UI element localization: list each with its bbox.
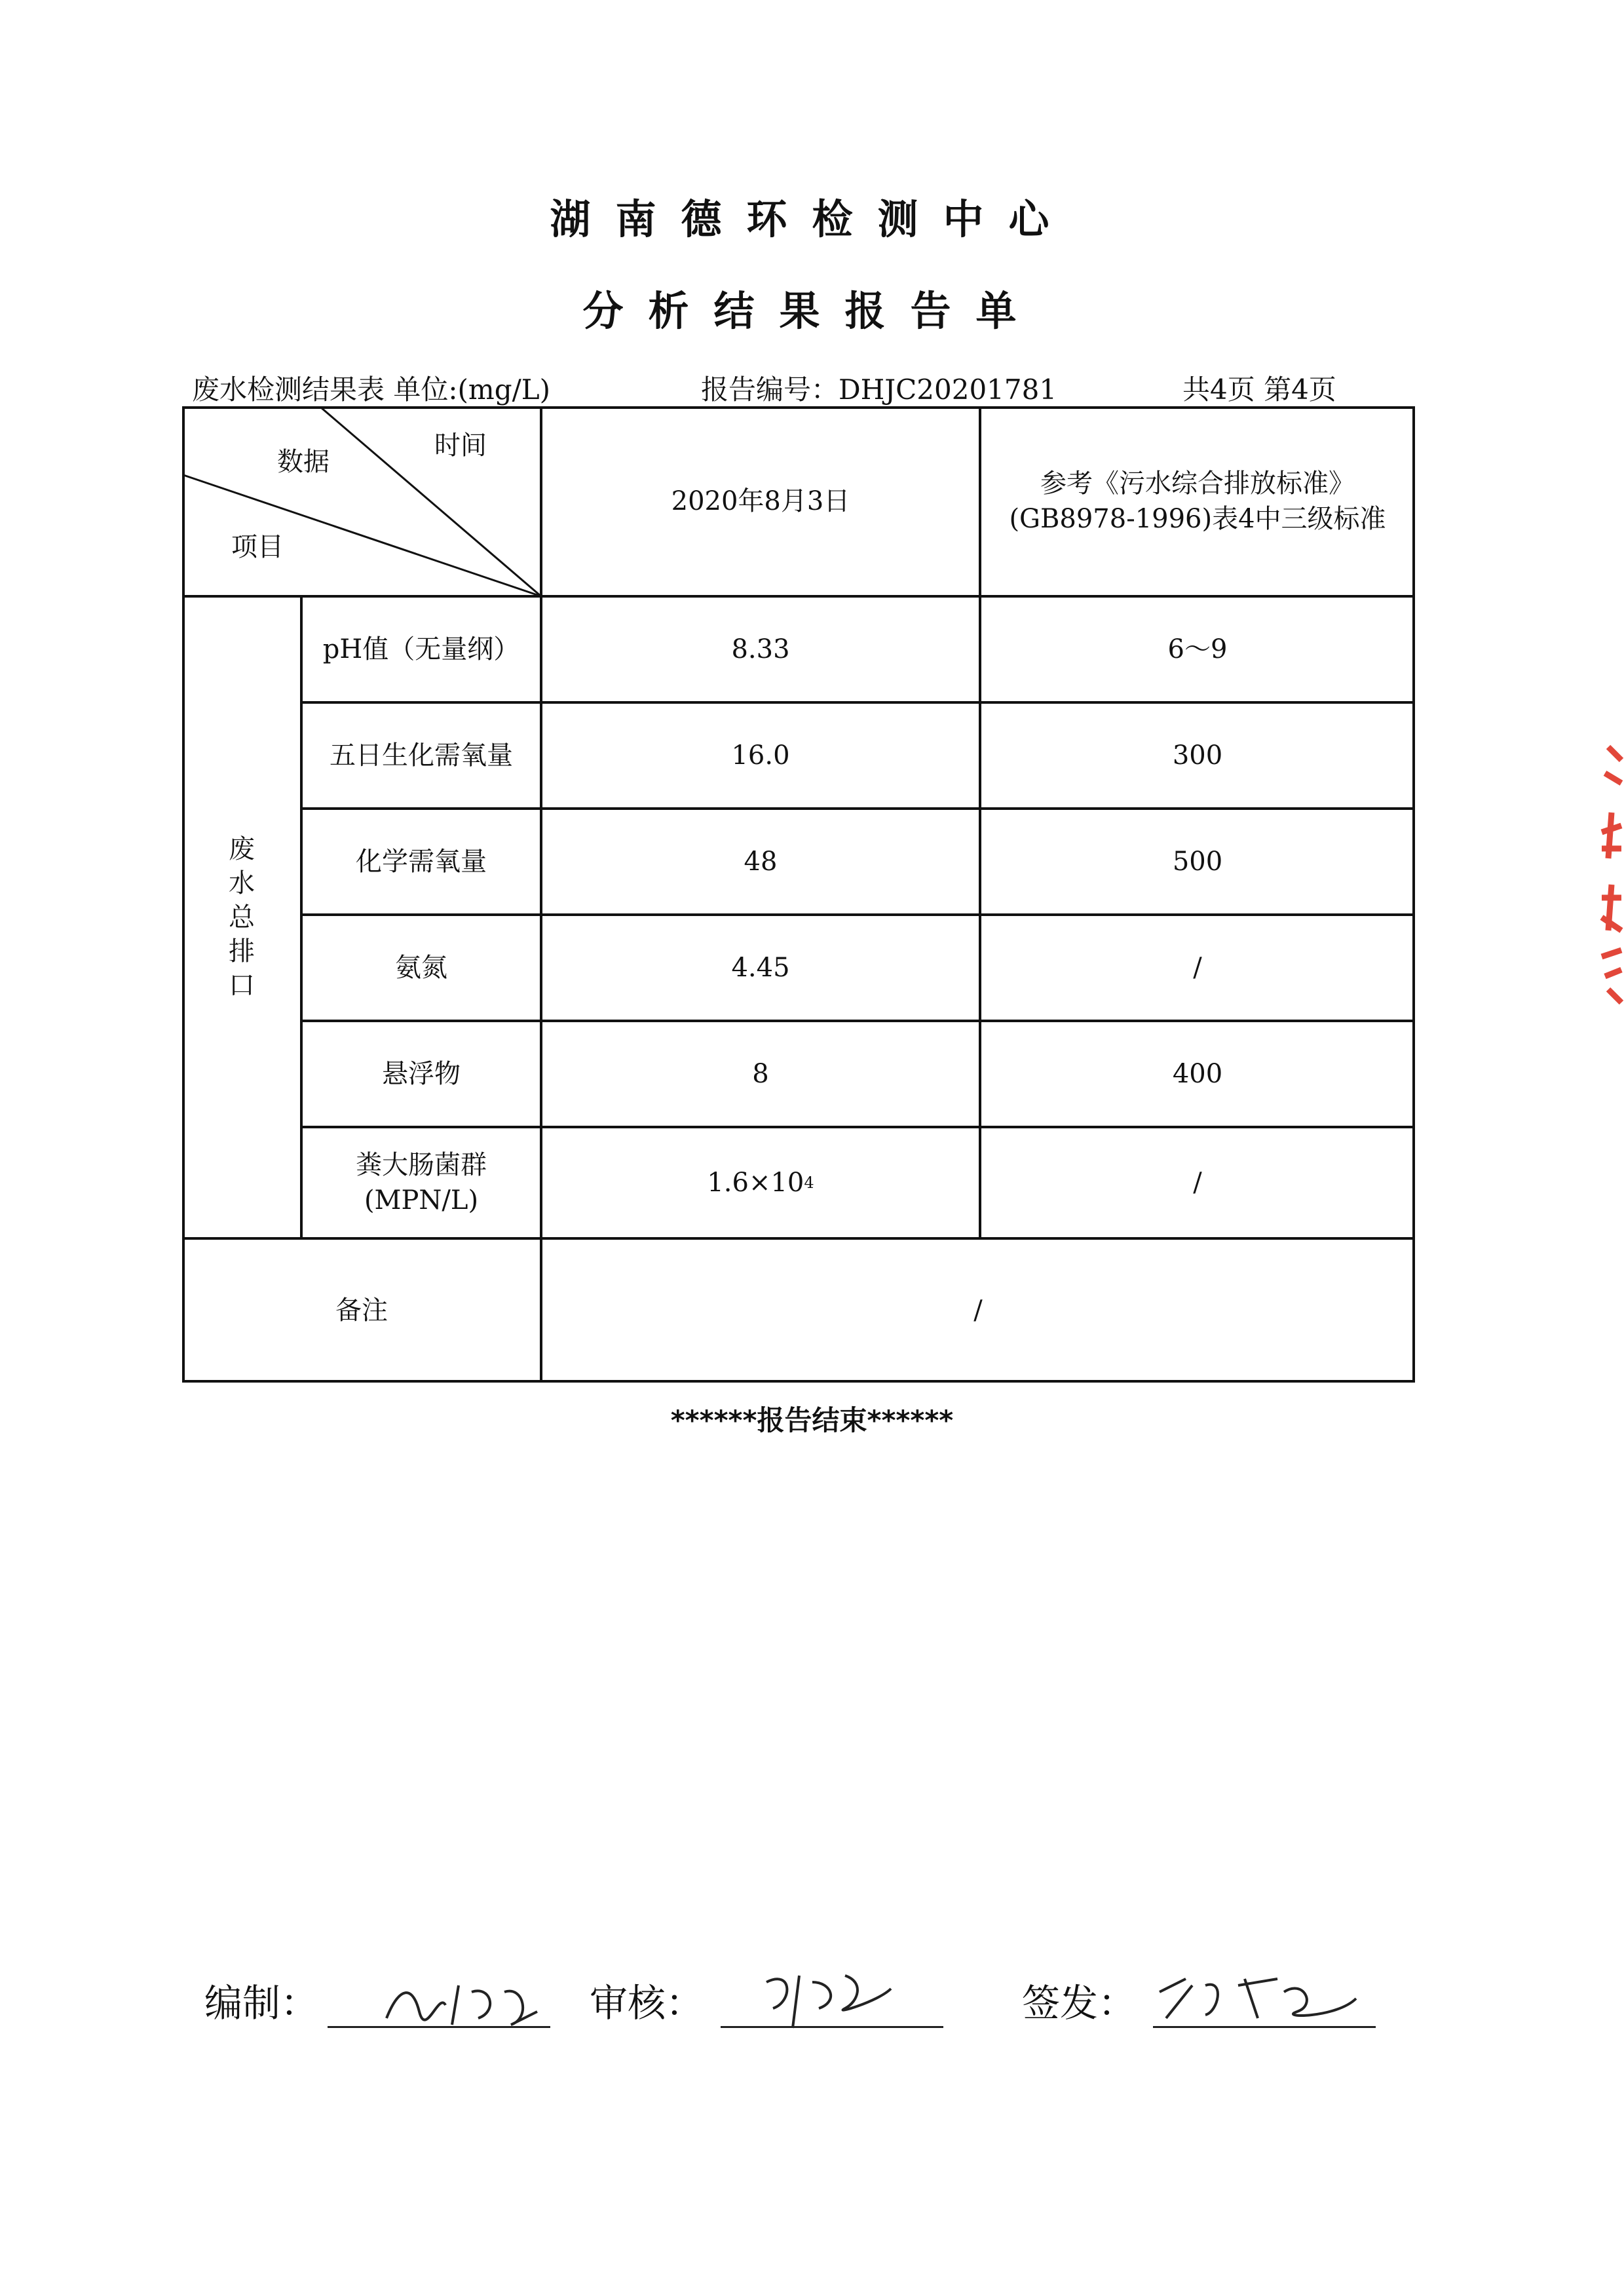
row-coliform-value: 1.6×10 4 <box>707 1168 814 1198</box>
issued-by-signature <box>1146 1966 1382 2031</box>
end-of-report: ******报告结束****** <box>670 1404 954 1436</box>
row-ammonia-name: 氨氮 <box>395 953 447 983</box>
group-label: 废 水 总 排 口 <box>229 834 255 1001</box>
row-ph-standard: 6～9 <box>1167 634 1228 664</box>
reviewed-by-signature <box>753 1962 917 2035</box>
standard-column-header <box>980 406 1415 596</box>
page-info: 共4页 第4页 <box>1182 373 1336 406</box>
row-coliform-standard: / <box>1193 1168 1202 1198</box>
report-number: 报告编号：DHJC20201781 <box>701 373 1057 406</box>
results-table <box>182 406 1415 1383</box>
row-bod-value: 16.0 <box>731 740 790 771</box>
row-bod-standard: 300 <box>1172 740 1223 771</box>
corner-item-label: 项目 <box>231 532 284 562</box>
reviewed-by-label: 审核： <box>590 1981 704 2025</box>
row-bod-name: 五日生化需氧量 <box>330 740 513 771</box>
standard-header-line2: (GB8978-1996)表4中三级标准 <box>1009 504 1386 534</box>
corner-time-label: 时间 <box>434 430 487 461</box>
row-ammonia-standard: / <box>1193 953 1202 983</box>
row-cod-value: 48 <box>744 847 778 877</box>
row-ph-value: 8.33 <box>731 634 790 664</box>
compiled-by-label: 编制： <box>204 1981 319 2025</box>
row-coliform-name: 粪大肠菌群 (MPN/L) <box>356 1150 487 1215</box>
issued-by-label: 签发： <box>1022 1981 1137 2025</box>
table-label: 废水检测结果表 单位:(mg/L) <box>192 373 551 406</box>
row-ss-value: 8 <box>752 1059 769 1089</box>
row-ammonia-value: 4.45 <box>731 953 790 983</box>
row-ph-name: pH值（无量纲） <box>322 634 520 664</box>
date-column-header: 2020年8月3日 <box>671 486 850 516</box>
org-name: 湖南德环检测中心 <box>550 195 1074 243</box>
row-ss-name: 悬浮物 <box>382 1059 461 1089</box>
corner-data-label: 数据 <box>277 447 330 477</box>
remark-label: 备注 <box>335 1295 388 1326</box>
remark-value: / <box>973 1295 983 1326</box>
standard-header-line1: 参考《污水综合排放标准》 <box>1040 469 1355 499</box>
row-cod-standard: 500 <box>1172 847 1223 877</box>
row-cod-name: 化学需氧量 <box>356 847 487 877</box>
compiled-by-signature <box>380 1972 550 2031</box>
report-title: 分析结果报告单 <box>582 287 1042 335</box>
row-ss-standard: 400 <box>1172 1059 1223 1089</box>
seal-stamp-icon <box>1582 734 1624 1009</box>
